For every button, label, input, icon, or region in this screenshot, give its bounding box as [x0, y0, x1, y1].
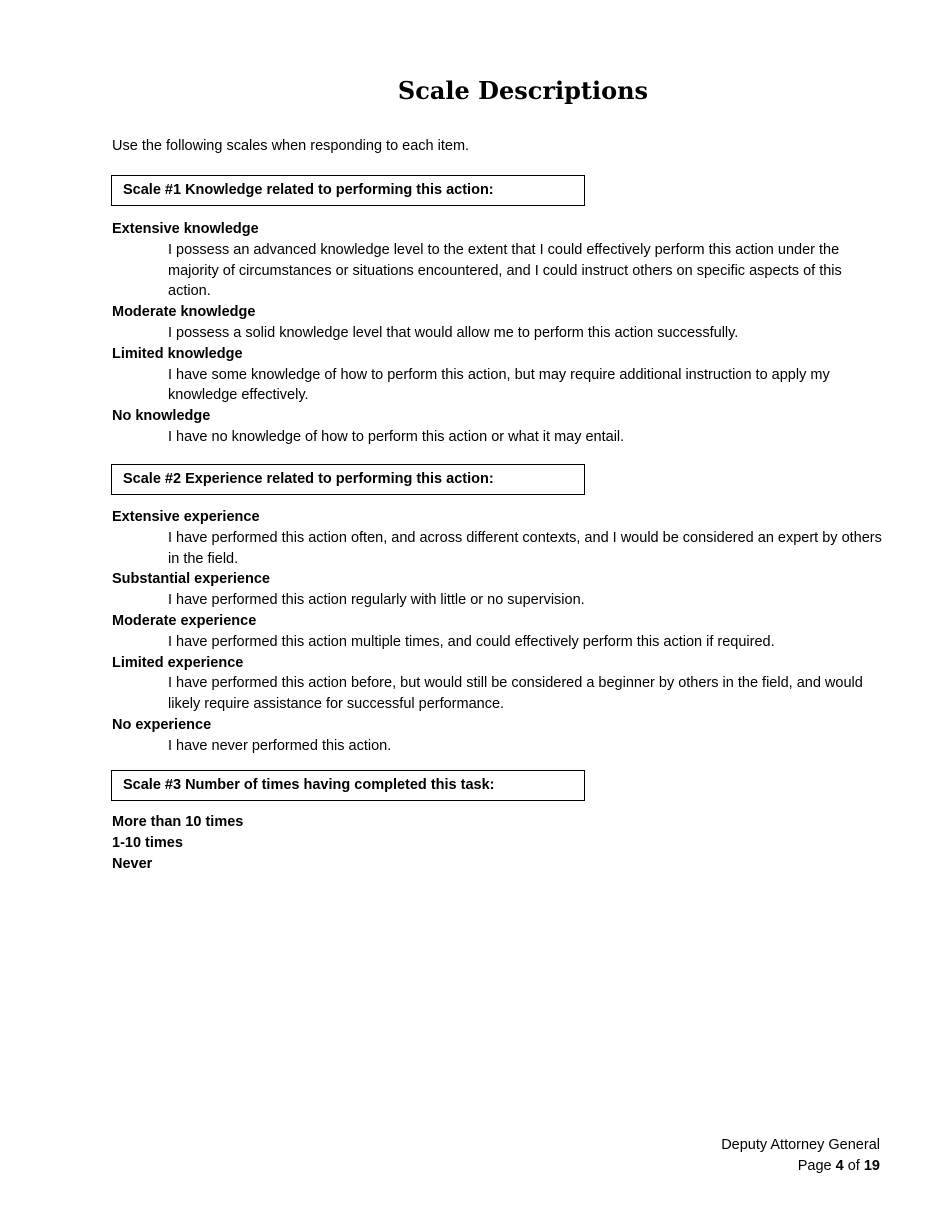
- level-description: I have some knowledge of how to perform this action, but may require additional instruction to apply my knowledge effectively.: [168, 366, 830, 404]
- scale-1-level: [112, 344, 887, 406]
- list-item: 1-10 times: [112, 835, 183, 851]
- scale-1-level: [112, 406, 887, 448]
- level-description: I possess an advanced knowledge level to the extent that I could effectively perform this action under the majority of circumstances or situations encountered, and I could instruct others on specific aspects of this action.: [168, 241, 842, 300]
- page-prefix: Page: [797, 1158, 832, 1174]
- level-term: No experience: [112, 716, 212, 733]
- page-number: 4: [835, 1158, 844, 1174]
- level-description: I have performed this action regularly with little or no supervision.: [168, 592, 585, 609]
- level-description: I have performed this action before, but would still be considered a beginner by others in the field, and would likely require assistance for successful performance.: [168, 675, 863, 713]
- level-description: I have never performed this action.: [168, 737, 392, 754]
- list-item: Never: [112, 856, 153, 872]
- level-description: I have performed this action multiple times, and could effectively perform this action if required.: [168, 633, 775, 650]
- scale-2-level: [112, 569, 887, 611]
- level-term: Extensive experience: [112, 509, 260, 525]
- scale-1-heading: Scale #1 Knowledge related to performing this action:: [111, 175, 585, 206]
- scale-2-level: [112, 507, 887, 569]
- level-term: Moderate knowledge: [112, 304, 256, 321]
- scale-3-options: [112, 812, 243, 875]
- level-description: I have performed this action often, and across different contexts, and I would be considered an expert by others in the field.: [168, 529, 882, 567]
- level-term: No knowledge: [112, 408, 211, 425]
- scale-3-heading: Scale #3 Number of times having completed this task:: [111, 770, 585, 801]
- scale-2-level: [112, 611, 887, 653]
- scale-1-level: [112, 302, 887, 344]
- level-description: I possess a solid knowledge level that would allow me to perform this action successfully.: [168, 324, 739, 341]
- level-term: Moderate experience: [112, 612, 257, 629]
- scale-2-level: [112, 715, 887, 757]
- scale-2-level: [112, 653, 887, 715]
- intro-text: Use the following scales when responding to each item.: [112, 138, 470, 154]
- scale-1-levels: [112, 219, 887, 448]
- level-term: Limited knowledge: [112, 345, 243, 362]
- list-item: More than 10 times: [112, 814, 244, 830]
- page-number-line: [721, 1156, 880, 1177]
- level-term: Limited experience: [112, 654, 244, 671]
- page-of: of: [847, 1158, 860, 1174]
- page-title: Scale Descriptions: [397, 76, 649, 105]
- footer-position-title: Deputy Attorney General: [721, 1137, 880, 1153]
- level-description: I have no knowledge of how to perform this action or what it may entail.: [168, 428, 625, 445]
- scale-1-level: [112, 219, 887, 302]
- level-term: Substantial experience: [112, 571, 270, 588]
- page-total: 19: [863, 1158, 880, 1174]
- level-term: Extensive knowledge: [112, 221, 259, 237]
- scale-2-heading: Scale #2 Experience related to performing this action:: [111, 464, 585, 495]
- scale-2-levels: [112, 507, 887, 757]
- page-footer: [721, 1135, 880, 1177]
